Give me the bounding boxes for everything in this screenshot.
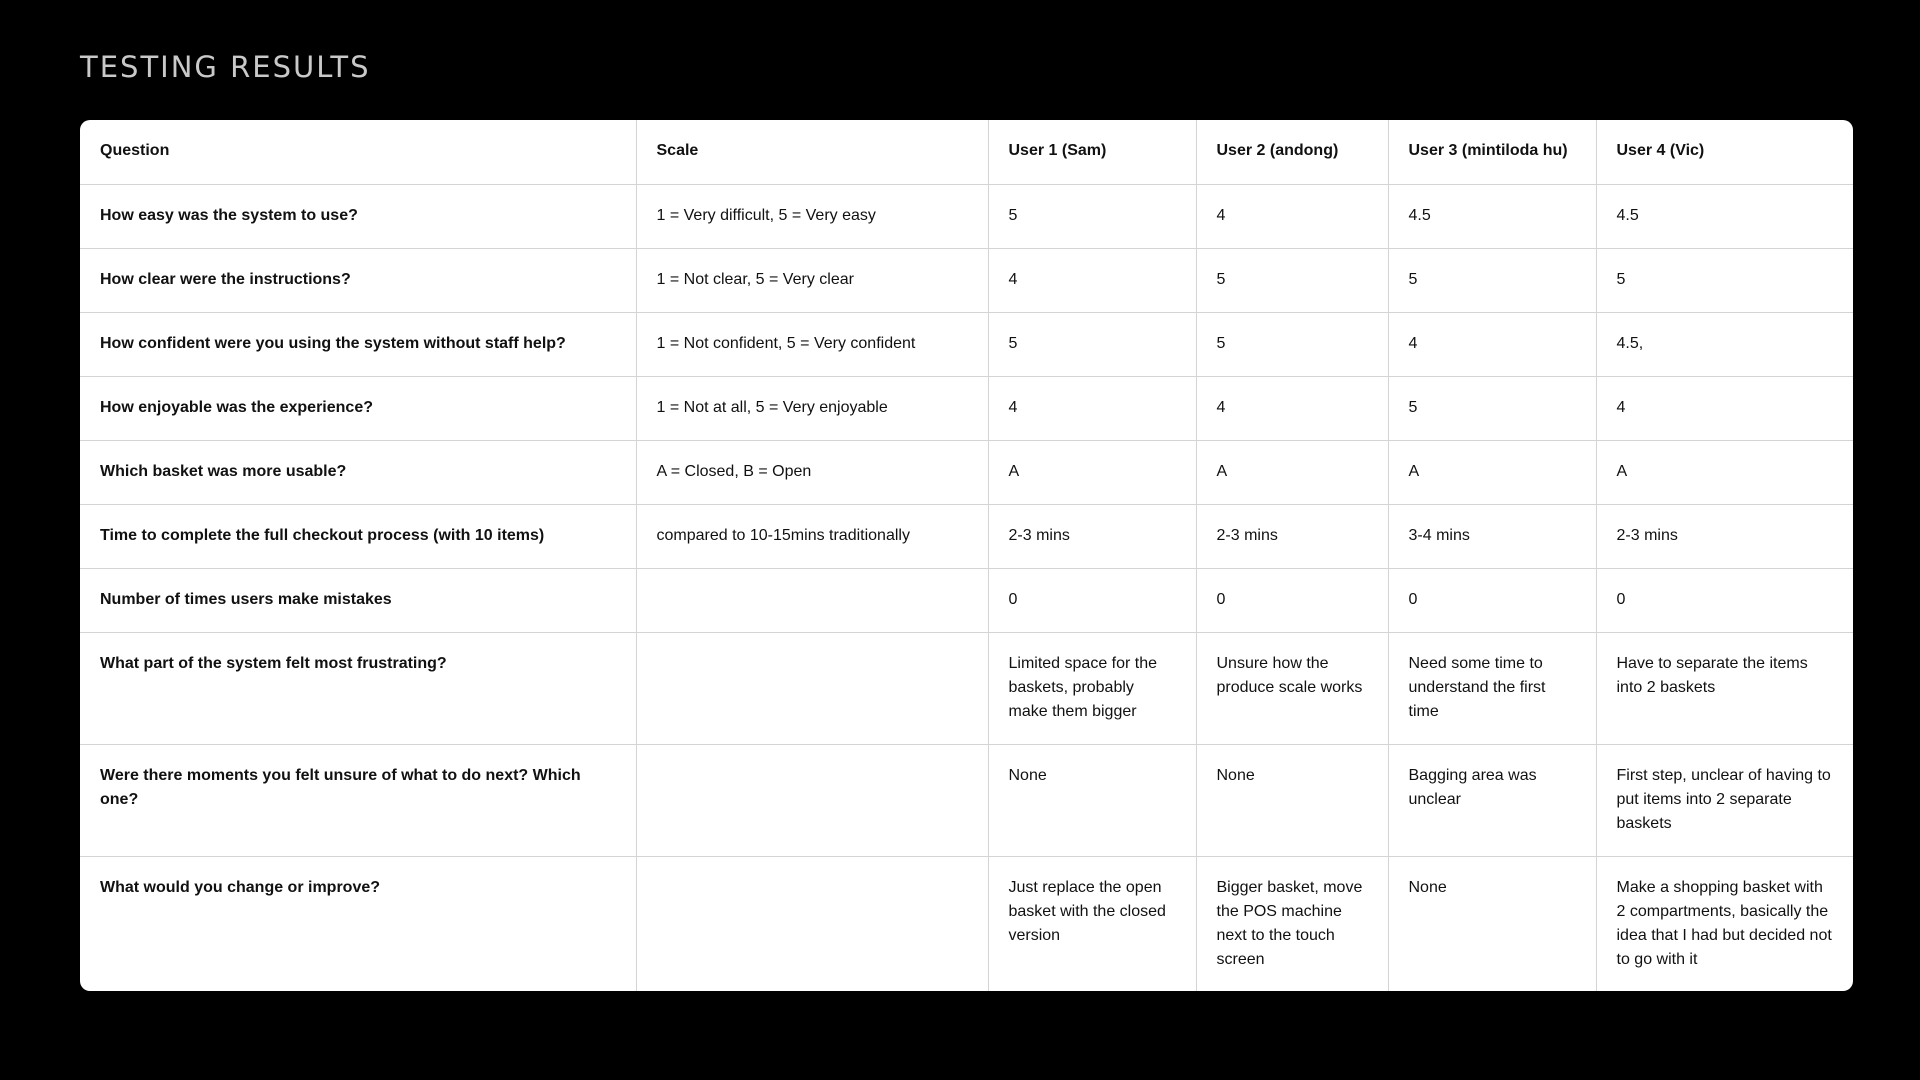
header-user-3: User 3 (mintiloda hu) [1388, 120, 1596, 184]
user-4-cell: Have to separate the items into 2 baskets [1596, 632, 1853, 744]
scale-cell [636, 632, 988, 744]
question-cell: What would you change or improve? [80, 856, 636, 991]
question-cell: What part of the system felt most frustrating? [80, 632, 636, 744]
scale-cell: 1 = Not clear, 5 = Very clear [636, 248, 988, 312]
table-row [80, 312, 1853, 376]
user-3-cell: 4 [1388, 312, 1596, 376]
user-2-cell: 4 [1196, 184, 1388, 248]
header-scale: Scale [636, 120, 988, 184]
scale-cell [636, 856, 988, 991]
user-1-cell: 2-3 mins [988, 504, 1196, 568]
user-1-cell: 4 [988, 376, 1196, 440]
question-cell: How clear were the instructions? [80, 248, 636, 312]
user-3-cell: 5 [1388, 376, 1596, 440]
question-cell: How confident were you using the system without staff help? [80, 312, 636, 376]
table-row [80, 856, 1853, 991]
table-row [80, 184, 1853, 248]
user-4-cell: Make a shopping basket with 2 compartments, basically the idea that I had but decided not to go with it [1616, 878, 1832, 968]
results-table [80, 120, 1853, 991]
scale-cell: A = Closed, B = Open [636, 440, 988, 504]
header-user-2: User 2 (andong) [1196, 120, 1388, 184]
user-2-cell: A [1196, 440, 1388, 504]
user-2-cell: None [1196, 744, 1388, 856]
user-2-cell: 2-3 mins [1196, 504, 1388, 568]
table-row [80, 568, 1853, 632]
user-4-cell: A [1596, 440, 1853, 504]
header-user-1: User 1 (Sam) [988, 120, 1196, 184]
table-row [80, 632, 1853, 744]
user-2-cell: Bigger basket, move the POS machine next to the touch screen [1196, 856, 1388, 991]
user-3-cell: 5 [1388, 248, 1596, 312]
table-row [80, 248, 1853, 312]
scale-cell: 1 = Not confident, 5 = Very confident [636, 312, 988, 376]
user-1-cell: 4 [988, 248, 1196, 312]
header-user-4: User 4 (Vic) [1596, 120, 1853, 184]
table-row [80, 744, 1853, 856]
question-cell: How easy was the system to use? [80, 184, 636, 248]
user-2-cell: 0 [1196, 568, 1388, 632]
user-4-cell: 2-3 mins [1596, 504, 1853, 568]
user-2-cell: 5 [1196, 248, 1388, 312]
table-row [80, 440, 1853, 504]
header-question: Question [80, 120, 636, 184]
scale-cell: 1 = Very difficult, 5 = Very easy [636, 184, 988, 248]
user-2-cell: 4 [1196, 376, 1388, 440]
table-row [80, 376, 1853, 440]
user-1-cell: 5 [988, 312, 1196, 376]
user-4-cell: First step, unclear of having to put items into 2 separate baskets [1596, 744, 1853, 856]
question-cell: Time to complete the full checkout process (with 10 items) [80, 504, 636, 568]
user-1-cell: Just replace the open basket with the closed version [988, 856, 1196, 991]
user-1-cell: 0 [988, 568, 1196, 632]
results-table-card [80, 120, 1853, 991]
user-4-cell: 0 [1596, 568, 1853, 632]
user-2-cell: 5 [1196, 312, 1388, 376]
table-row [80, 504, 1853, 568]
scale-cell: 1 = Not at all, 5 = Very enjoyable [636, 376, 988, 440]
question-cell: Were there moments you felt unsure of what to do next? Which one? [80, 744, 636, 856]
user-3-cell: 0 [1388, 568, 1596, 632]
scale-cell [636, 744, 988, 856]
user-1-cell: A [988, 440, 1196, 504]
user-4-cell: 5 [1596, 248, 1853, 312]
user-1-cell: Limited space for the baskets, probably make them bigger [988, 632, 1196, 744]
user-4-cell: 4.5 [1596, 184, 1853, 248]
user-2-cell: Unsure how the produce scale works [1196, 632, 1388, 744]
scale-cell [636, 568, 988, 632]
user-3-cell: Need some time to understand the first time [1388, 632, 1596, 744]
scale-cell: compared to 10-15mins traditionally [636, 504, 988, 568]
table-header-row [80, 120, 1853, 184]
user-3-cell: A [1388, 440, 1596, 504]
user-1-cell: None [988, 744, 1196, 856]
page-title: TESTING RESULTS [80, 50, 371, 84]
question-cell: Which basket was more usable? [80, 440, 636, 504]
user-4-cell: 4.5, [1596, 312, 1853, 376]
user-3-cell: None [1388, 856, 1596, 991]
user-1-cell: 5 [988, 184, 1196, 248]
user-3-cell: 3-4 mins [1388, 504, 1596, 568]
user-3-cell: Bagging area was unclear [1388, 744, 1596, 856]
user-4-cell: 4 [1596, 376, 1853, 440]
question-cell: Number of times users make mistakes [80, 568, 636, 632]
question-cell: How enjoyable was the experience? [80, 376, 636, 440]
user-3-cell: 4.5 [1388, 184, 1596, 248]
